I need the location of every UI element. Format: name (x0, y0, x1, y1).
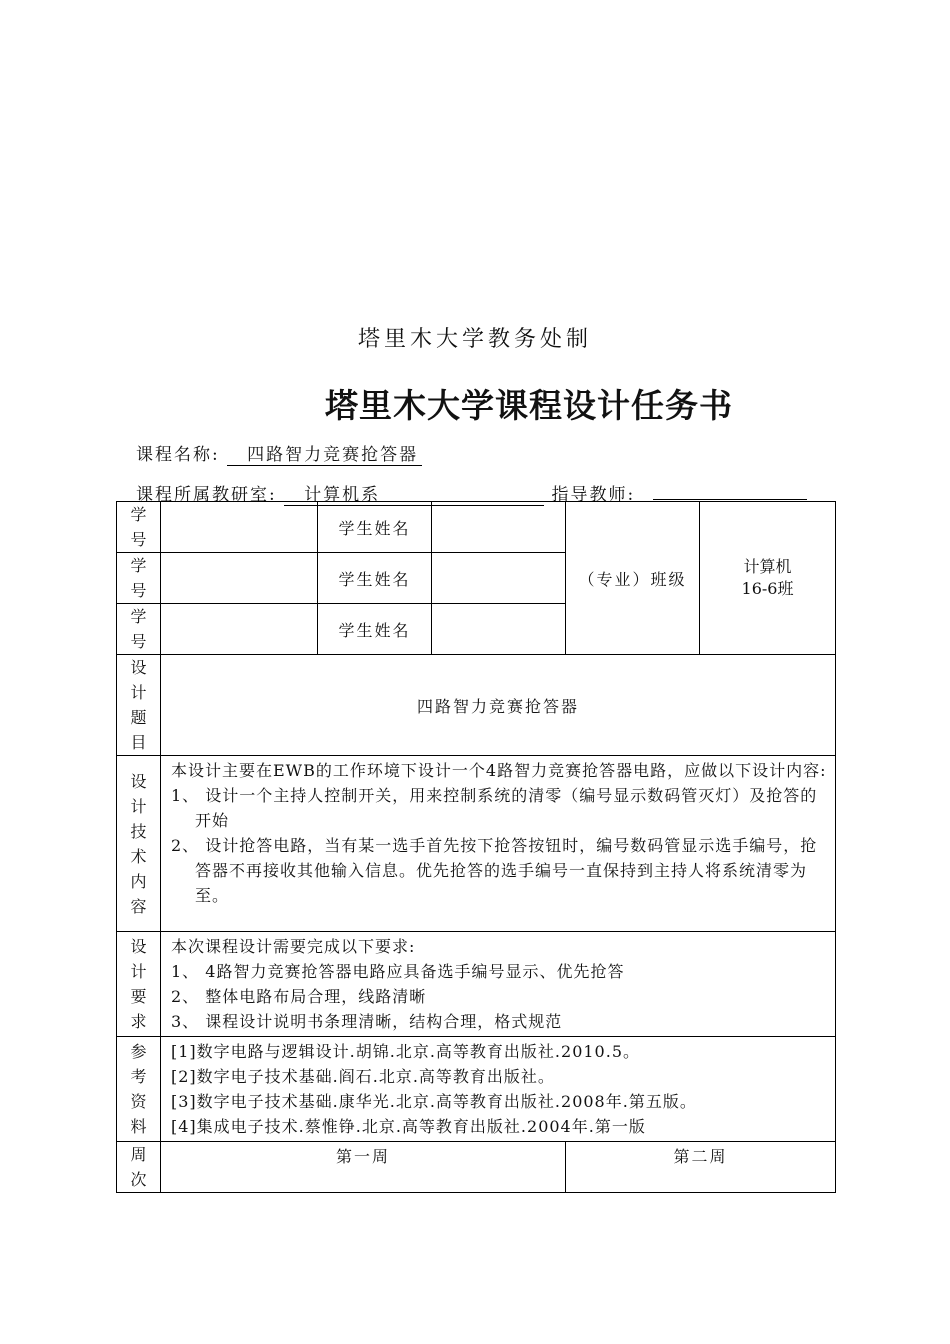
requirements-label: 设 计 要 求 (117, 932, 161, 1037)
student-id-value-2 (161, 553, 318, 604)
references-label: 参 考 资 料 (117, 1037, 161, 1142)
tech-content-body (161, 756, 836, 932)
issuer-line: 塔里木大学教务处制 (357, 327, 592, 352)
references-body (161, 1037, 836, 1142)
student-name-label-3: 学生姓名 (318, 604, 432, 655)
student-name-value-1 (432, 502, 566, 553)
student-id-value-3 (161, 604, 318, 655)
class-value-class: 16-6班 (741, 579, 794, 598)
requirements-row (117, 932, 836, 1037)
schedule-row (117, 1142, 836, 1193)
topic-row (117, 655, 836, 756)
document-title: 塔里木大学课程设计任务书 (325, 386, 733, 425)
tech-content-label: 设 计 技 术 内 容 (117, 756, 161, 932)
course-name-row (136, 440, 422, 466)
department-value: 计算机系 (284, 485, 544, 506)
class-value-major: 计算机 (743, 557, 792, 576)
references-row (117, 1037, 836, 1142)
reference-item-4: [4]集成电子技术.蔡惟铮.北京.高等教育出版社.2004年.第一版 (171, 1117, 646, 1136)
topic-value: 四路智力竞赛抢答器 (161, 655, 836, 756)
reference-item-1: [1]数字电路与逻辑设计.胡锦.北京.高等教育出版社.2010.5。 (171, 1042, 640, 1061)
task-form-table (116, 501, 836, 1193)
student-id-label-3: 学 号 (117, 604, 161, 655)
course-name-value: 四路智力竞赛抢答器 (227, 445, 422, 466)
student-id-label-1: 学 号 (117, 502, 161, 553)
tech-content-item-1: 1、 设计一个主持人控制开关，用来控制系统的清零（编号显示数码管灭灯）及抢答的开始 (171, 786, 818, 830)
department-label: 课程所属教研室: (136, 485, 277, 505)
student-id-label-2: 学 号 (117, 553, 161, 604)
tech-content-intro: 本设计主要在EWB的工作环境下设计一个4路智力竞赛抢答器电路，应做以下设计内容: (171, 761, 827, 780)
reference-item-3: [3]数字电子技术基础.康华光.北京.高等教育出版社.2008年.第五版。 (171, 1092, 697, 1111)
student-name-label-1: 学生姓名 (318, 502, 432, 553)
course-name-label: 课程名称: (136, 445, 220, 465)
student-name-value-3 (432, 604, 566, 655)
reference-item-2: [2]数字电子技术基础.阎石.北京.高等教育出版社。 (171, 1067, 555, 1086)
advisor-value (653, 499, 807, 500)
class-label: （专业）班级 (566, 502, 700, 655)
tech-content-row (117, 756, 836, 932)
requirements-body (161, 932, 836, 1037)
student-name-label-2: 学生姓名 (318, 553, 432, 604)
topic-label: 设 计 题 目 (117, 655, 161, 756)
requirements-intro: 本次课程设计需要完成以下要求: (171, 937, 416, 956)
week-2: 第二周 (566, 1142, 836, 1193)
student-row-1 (117, 502, 836, 553)
schedule-label: 周 次 (117, 1142, 161, 1193)
tech-content-item-2: 2、 设计抢答电路，当有某一选手首先按下抢答按钮时，编号数码管显示选手编号，抢答器不再接收其他输入信息。优先抢答的选手编号一直保持到主持人将系统清零为至。 (171, 836, 818, 905)
requirements-item-2: 2、 整体电路布局合理，线路清晰 (171, 987, 427, 1006)
class-value (700, 502, 836, 655)
student-id-value-1 (161, 502, 318, 553)
week-1: 第一周 (161, 1142, 566, 1193)
requirements-item-1: 1、 4路智力竞赛抢答器电路应具备选手编号显示、优先抢答 (171, 962, 625, 981)
advisor-label: 指导教师: (551, 485, 636, 505)
student-name-value-2 (432, 553, 566, 604)
requirements-item-3: 3、 课程设计说明书条理清晰，结构合理，格式规范 (171, 1012, 563, 1031)
